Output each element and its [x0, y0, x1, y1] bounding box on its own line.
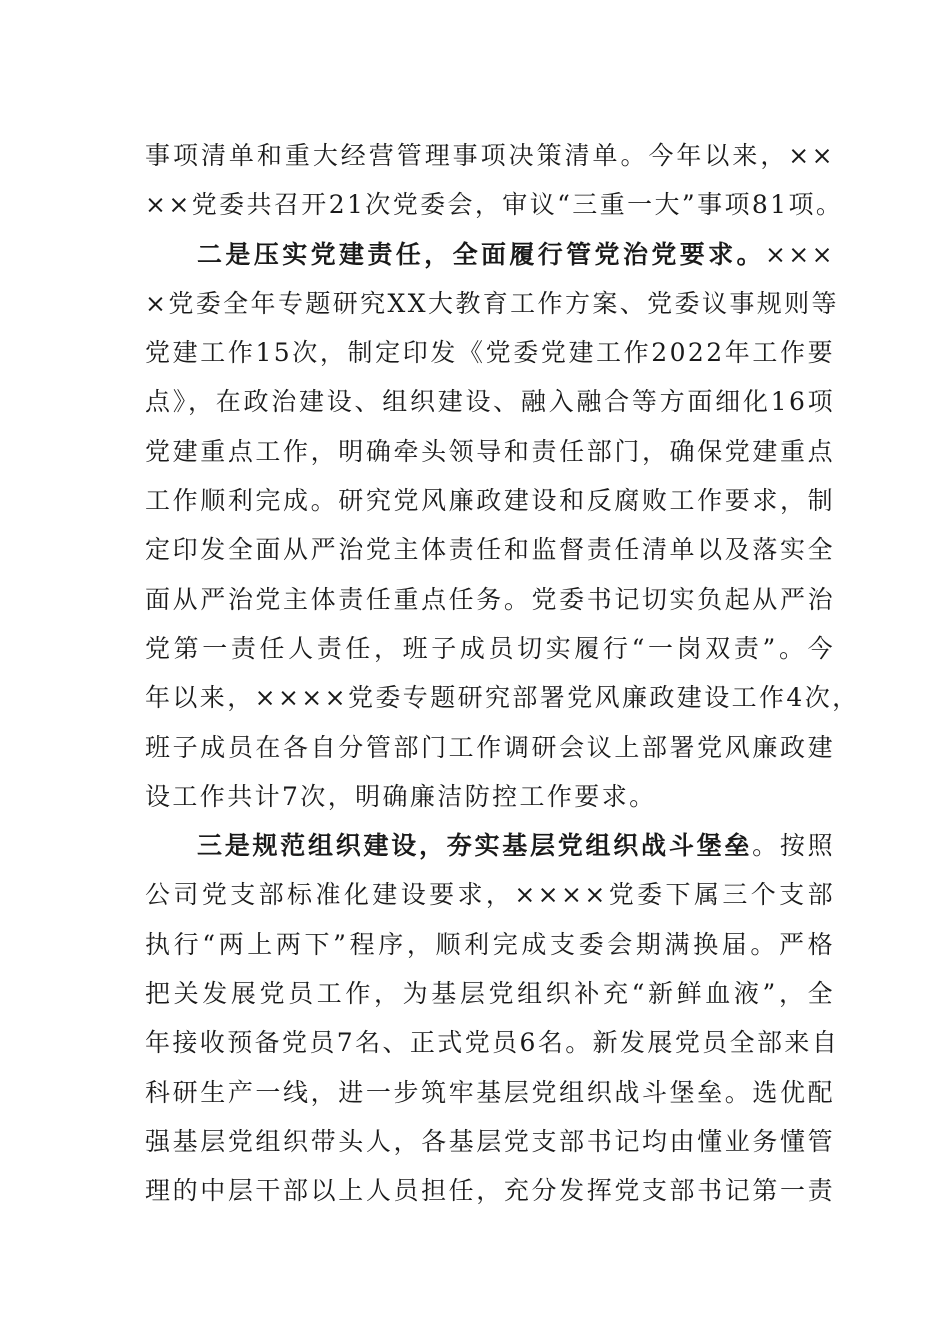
text-line: 面从严治党主体责任重点任务。党委书记切实负起从严治 — [145, 584, 835, 614]
text-line: 公司党支部标准化建设要求，××××党委下属三个支部 — [145, 880, 835, 910]
document-body — [145, 131, 860, 1216]
text-line: 年以来，××××党委专题研究部署党风廉政建设工作4次， — [145, 683, 860, 713]
text-line: 执行“两上两下”程序，顺利完成支委会期满换届。严格 — [145, 929, 835, 959]
heading-tail: 。按照 — [752, 831, 835, 861]
text-line: 把关发展党员工作，为基层党组织补充“新鲜血液”，全 — [145, 979, 835, 1009]
paragraph-3 — [145, 821, 840, 1215]
text-line: 强基层党组织带头人，各基层党支部书记均由懂业务懂管 — [145, 1126, 835, 1156]
text-line: 事项清单和重大经营管理事项决策清单。今年以来，×× — [145, 141, 835, 170]
heading-line — [145, 821, 835, 870]
text-line: 定印发全面从严治党主体责任和监督责任清单以及落实全 — [145, 535, 835, 565]
text-line: 党建重点工作，明确牵头领导和责任部门，确保党建重点 — [145, 436, 835, 466]
text-line: 党建工作15次，制定印发《党委党建工作2022年工作要 — [145, 338, 835, 368]
paragraph-heading: 二是压实党建责任，全面履行管党治党要求。 — [197, 239, 765, 269]
paragraph-2 — [145, 230, 860, 822]
text-line: 科研生产一线，进一步筑牢基层党组织战斗堡垒。选优配 — [145, 1077, 835, 1107]
text-line: 年接收预备党员7名、正式党员6名。新发展党员全部来自 — [145, 1028, 840, 1058]
paragraph-1 — [145, 131, 844, 230]
text-line: ××党委共召开21次党委会，审议“三重一大”事项81项。 — [145, 190, 844, 220]
text-line: ×党委全年专题研究XX大教育工作方案、党委议事规则等 — [145, 288, 839, 318]
text-line: 工作顺利完成。研究党风廉政建设和反腐败工作要求，制 — [145, 486, 835, 516]
text-line: 点》，在政治建设、组织建设、融入融合等方面细化16项 — [145, 387, 835, 417]
heading-line — [145, 230, 835, 279]
text-line: 党第一责任人责任，班子成员切实履行“一岗双责”。今 — [145, 633, 835, 663]
heading-tail: ××× — [764, 239, 835, 269]
text-line: 班子成员在各自分管部门工作调研会议上部署党风廉政建 — [145, 732, 835, 762]
text-line: 设工作共计7次，明确廉洁防控工作要求。 — [145, 781, 657, 811]
paragraph-heading: 三是规范组织建设，夯实基层党组织战斗堡垒 — [197, 831, 753, 861]
text-line: 理的中层干部以上人员担任，充分发挥党支部书记第一责 — [145, 1176, 835, 1206]
